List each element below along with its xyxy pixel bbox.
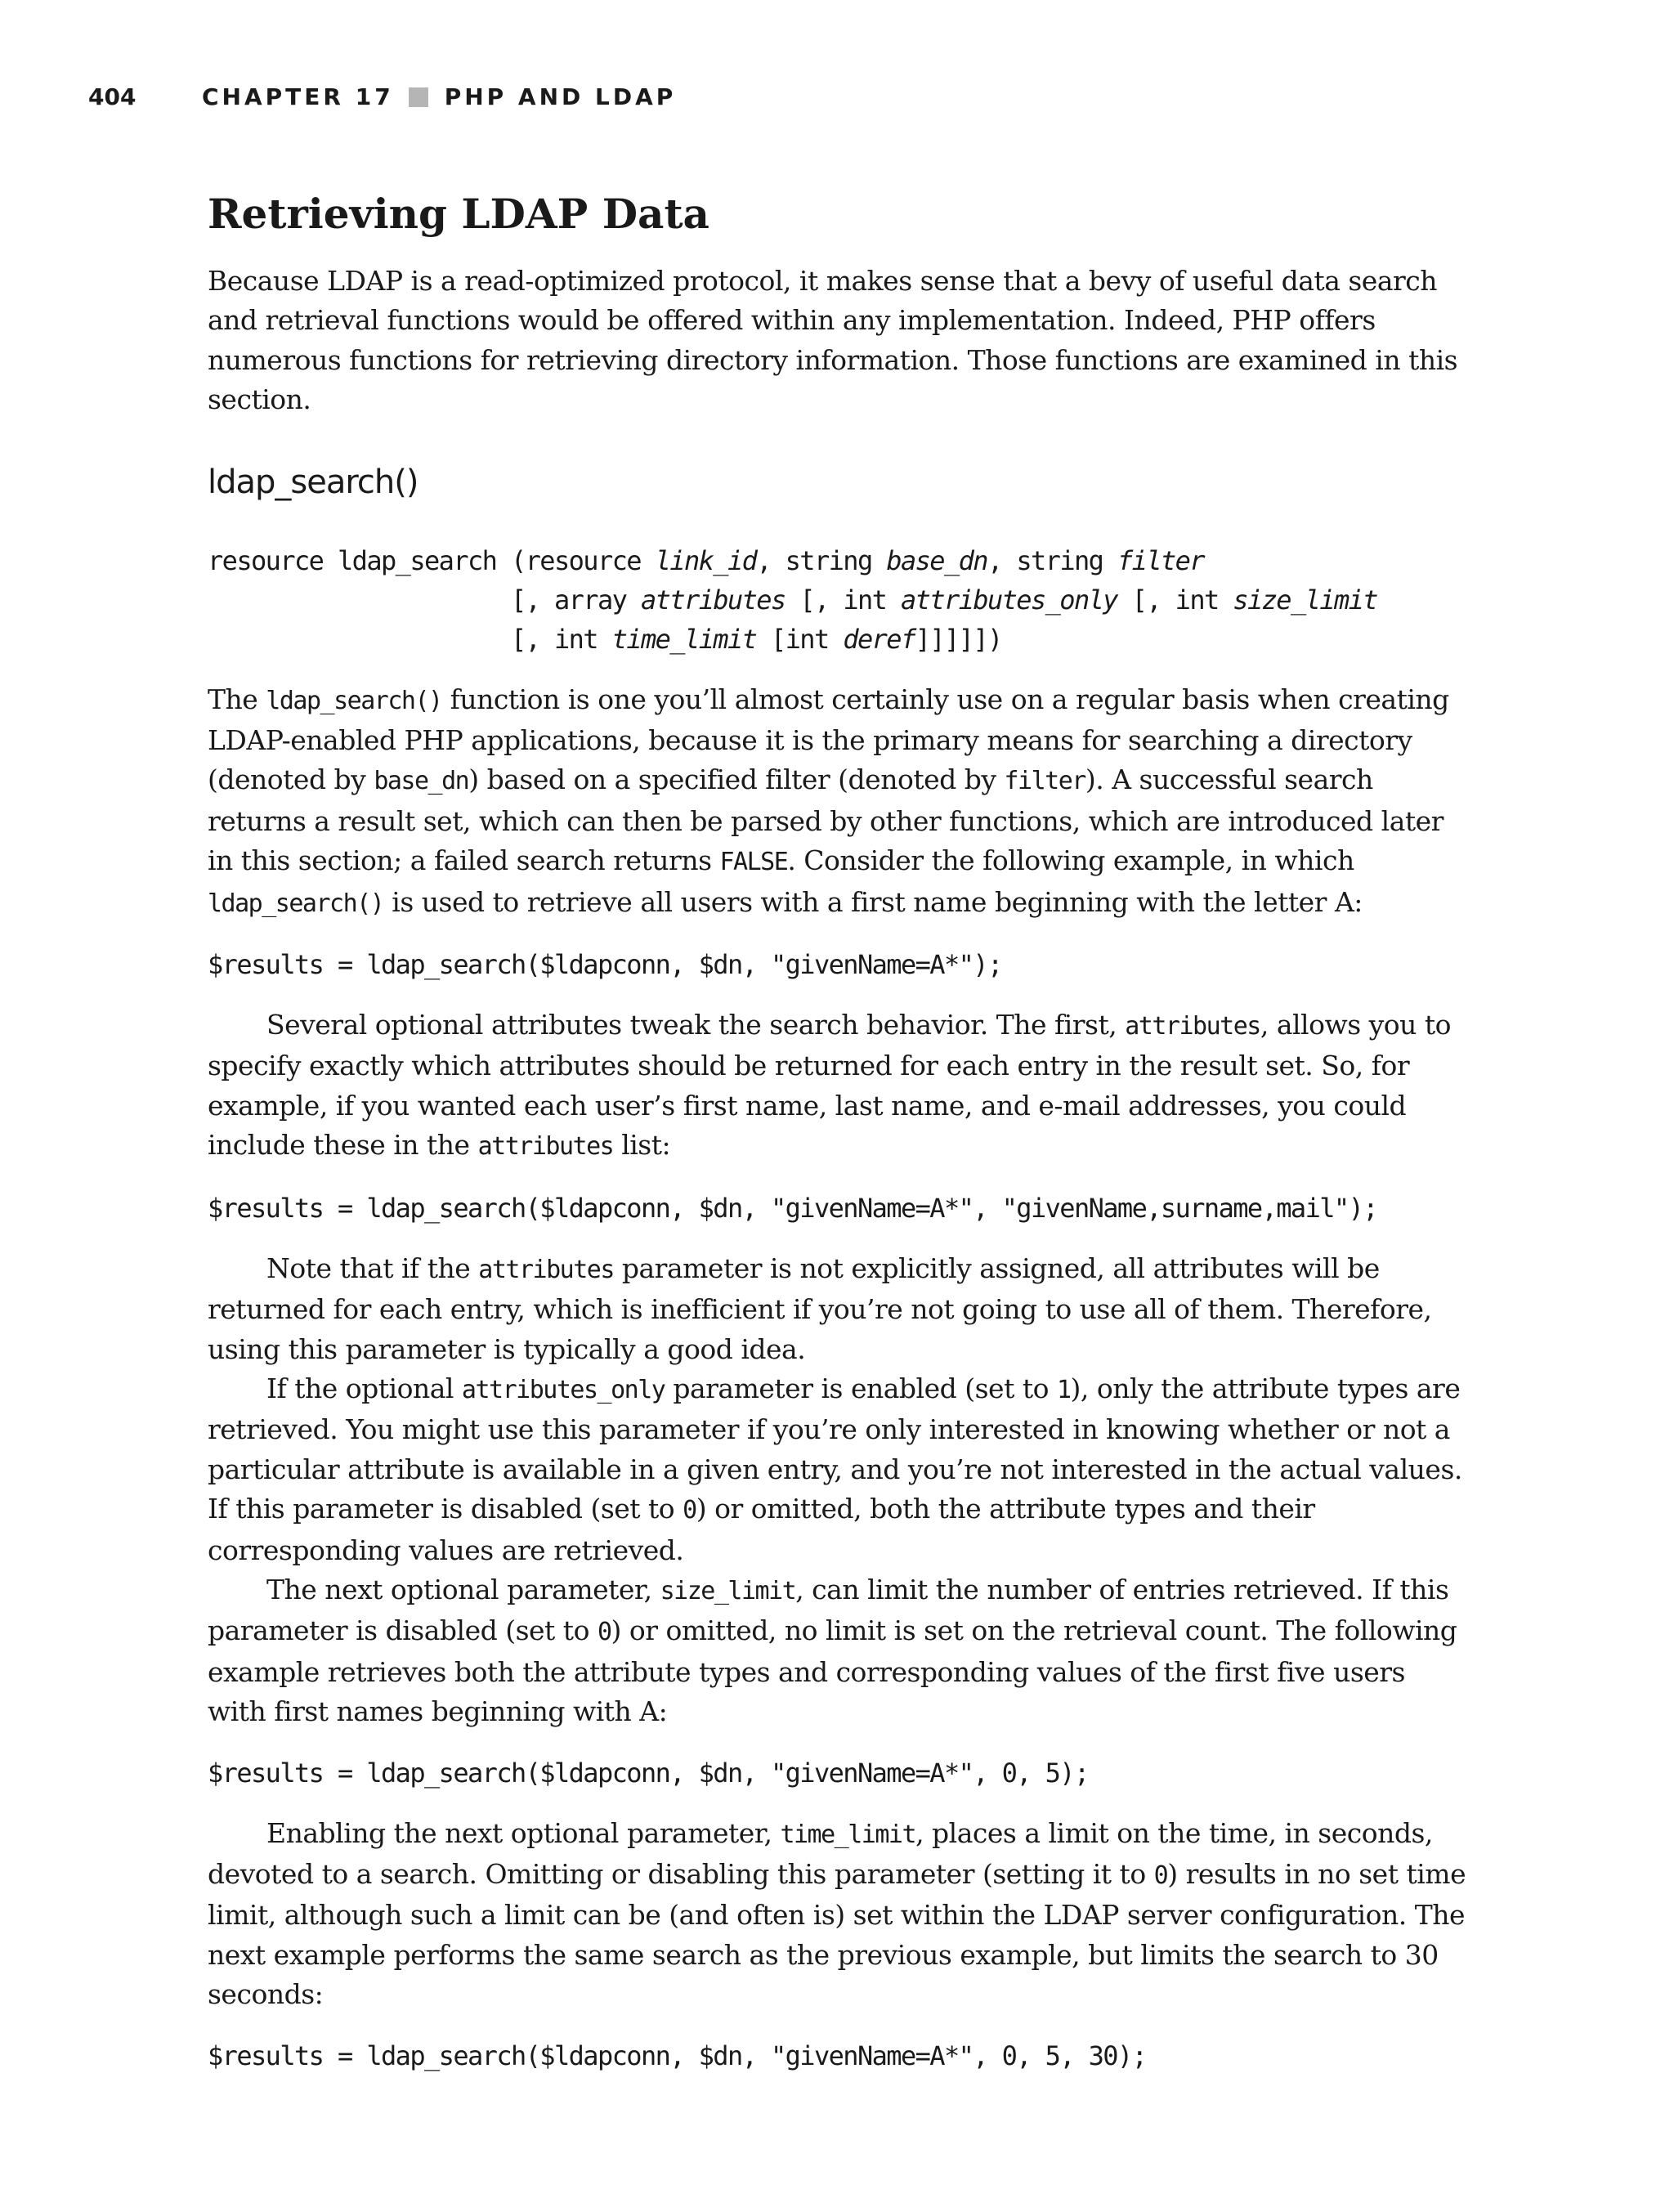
running-head	[202, 83, 676, 110]
function-synopsis: resource ldap_search (resource link_id, string base_dn, string filter [, array attributes [, int attributes_only [, int size_limit [, int time_limit [int deref]]]]])	[208, 544, 1377, 655]
paragraph-ldap-search-description: The ldap_search() function is one you’ll almost certainly use on a regular basis when creating LDAP-enabled PHP applications, because it is the primary means for searching a directory (denoted by base_dn) based on a specified filter (denoted by filter). A successful search returns a result set, which can then be parsed by other functions, which are introduced later in this section; a failed search returns FALSE. Consider the following example, in which ldap_search() is used to retrieve all users with a first name beginning with the letter A:	[208, 683, 1449, 918]
intro-paragraph: Because LDAP is a read-optimized protocol, it makes sense that a bevy of useful data search and retrieval functions would be offered within any implementation. Indeed, PHP offers numerous functions for retrieving directory information. Those functions are examined in this section.	[208, 265, 1458, 416]
paragraph-attributes-note: Note that if the attributes parameter is not explicitly assigned, all attributes will be returned for each entry, which is inefficient if you’re not going to use all of them. Therefore, using this parameter is typically a good idea.	[208, 1252, 1432, 1365]
code-example-attributes: $results = ldap_search($ldapconn, $dn, "givenName=A*", "givenName,surname,mail");	[208, 1192, 1377, 1224]
paragraph-time-limit: Enabling the next optional parameter, time_limit, places a limit on the time, in seconds, devoted to a search. Omitting or disabling this parameter (setting it to 0) results in no set time limit, although such a limit can be (and often is) set within the LDAP server configuration. The next example performs the same search as the previous example, but limits the search to 30 seconds:	[208, 1816, 1466, 2011]
chapter-label: CHAPTER 17	[202, 83, 394, 110]
subsection-title: ldap_search()	[208, 463, 418, 501]
code-example-size-limit: $results = ldap_search($ldapconn, $dn, "givenName=A*", 0, 5);	[208, 1757, 1089, 1789]
page-number: 404	[88, 83, 137, 110]
square-bullet-icon	[409, 87, 428, 107]
paragraph-attributes-option: Several optional attributes tweak the search behavior. The first, attributes, allows you to specify exactly which attributes should be returned for each entry in the result set. So, for example, if you wanted each user’s first name, last name, and e-mail addresses, you could include these in the attributes list:	[208, 1009, 1452, 1162]
page-content	[208, 185, 1466, 2097]
code-example-basic-search: $results = ldap_search($ldapconn, $dn, "givenName=A*");	[208, 949, 1002, 981]
chapter-title: PHP AND LDAP	[444, 83, 677, 110]
paragraph-size-limit: The next optional parameter, size_limit, can limit the number of entries retrieved. If this parameter is disabled (set to 0) or omitted, no limit is set on the retrieval count. The following example retrieves both the attribute types and corresponding values of the first five users with first names beginning with A:	[208, 1573, 1457, 1728]
section-title: Retrieving LDAP Data	[208, 190, 709, 238]
code-example-time-limit: $results = ldap_search($ldapconn, $dn, "givenName=A*", 0, 5, 30);	[208, 2040, 1147, 2071]
paragraph-attributes-only: If the optional attributes_only parameter is enabled (set to 1), only the attribute types are retrieved. You might use this parameter if you’re only interested in knowing whether or not a particular attribute is available in a given entry, and you’re not interested in the actual values. If this parameter is disabled (set to 0) or omitted, both the attribute types and their corresponding values are retrieved.	[208, 1372, 1462, 1566]
